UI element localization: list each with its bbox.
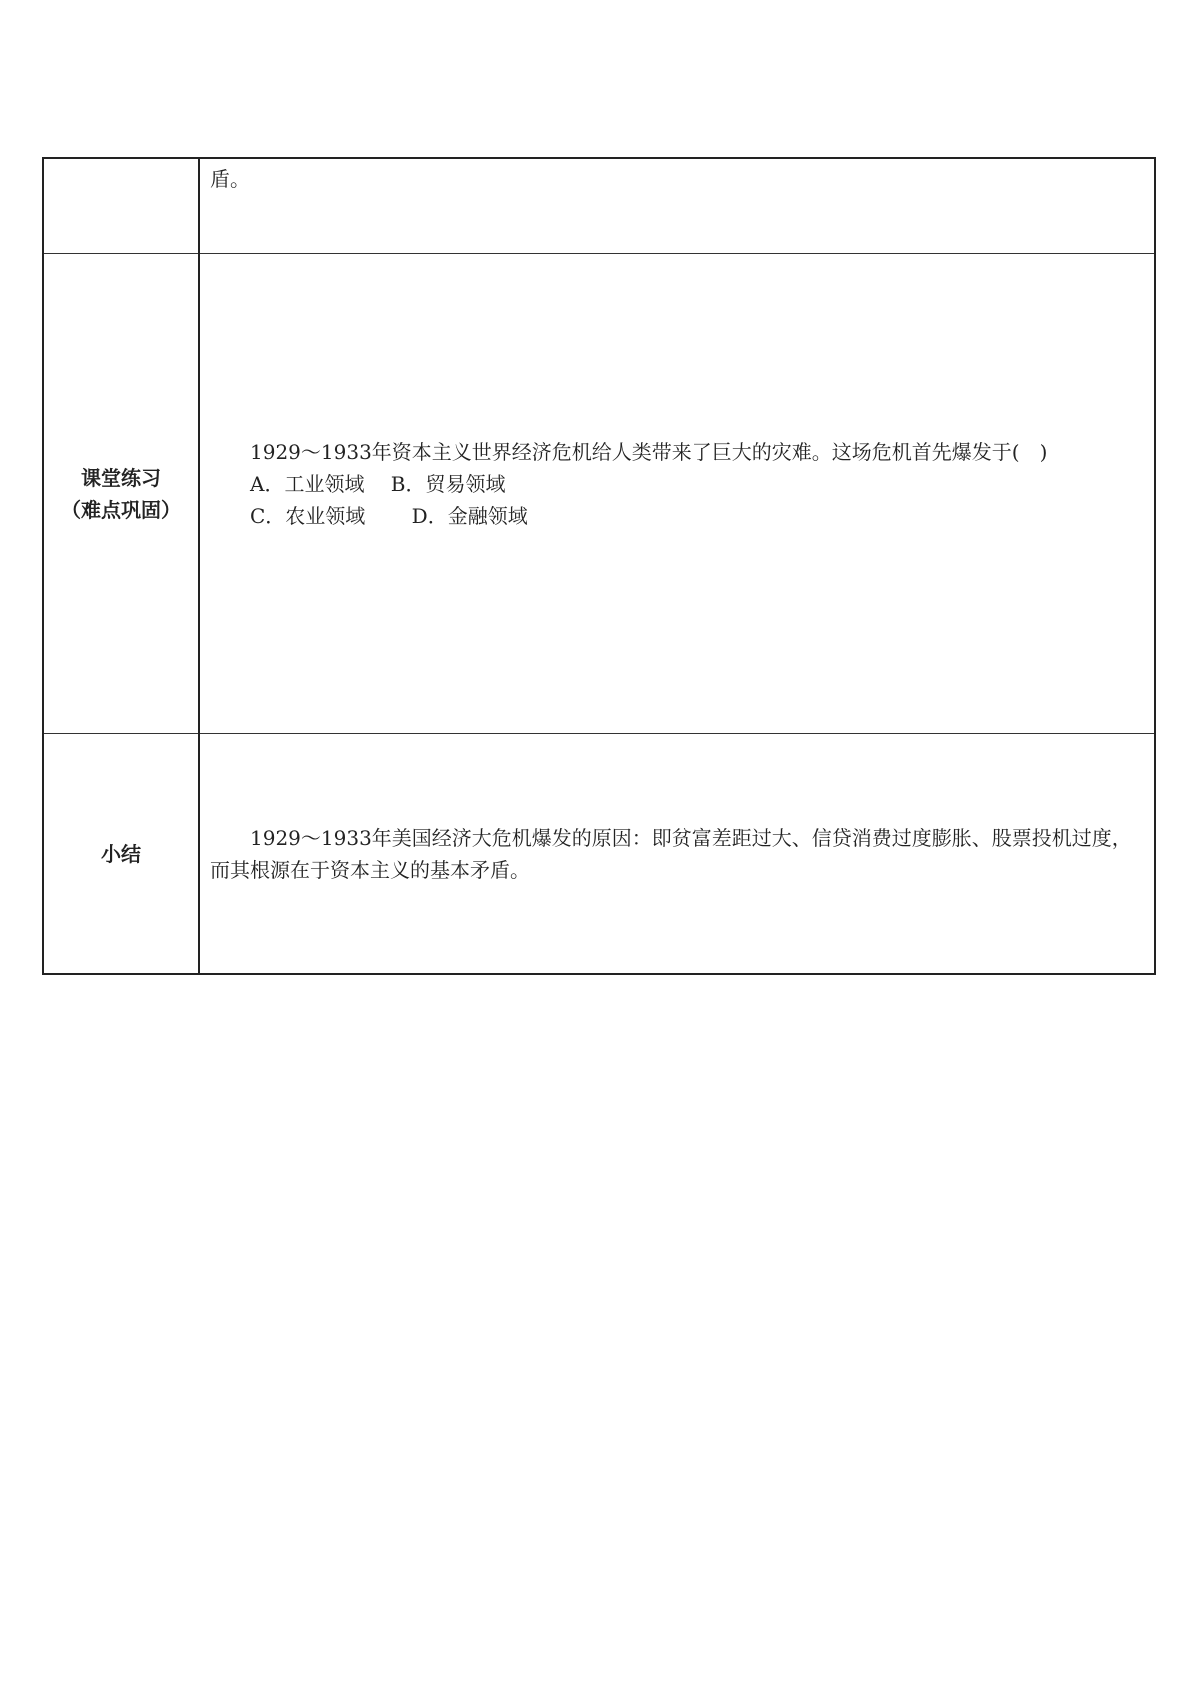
table-row bbox=[43, 254, 1155, 734]
table-row bbox=[43, 158, 1155, 254]
content-cell-summary bbox=[199, 734, 1155, 975]
options-line-1: A．工业领域 B．贸易领域 bbox=[250, 471, 506, 496]
row-label-summary: 小结 bbox=[101, 841, 141, 866]
continuation-text: 盾。 bbox=[210, 167, 250, 191]
options-line-2: C．农业领域 D．金融领域 bbox=[250, 503, 528, 528]
question-text: 1929～1933年资本主义世界经济危机给人类带来了巨大的灾难。这场危机首先爆发于( ) bbox=[250, 439, 1048, 464]
row-label-cell-empty bbox=[43, 158, 199, 254]
row-label-cell-practice bbox=[43, 254, 199, 734]
lesson-table bbox=[42, 157, 1156, 975]
row-label-practice: 课堂练习 bbox=[81, 465, 161, 490]
content-cell-continuation bbox=[199, 158, 1155, 254]
summary-text: 1929～1933年美国经济大危机爆发的原因：即贫富差距过大、信贷消费过度膨胀、股票投机过度，而其根源在于资本主义的基本矛盾。 bbox=[210, 825, 1132, 882]
row-label-cell-summary bbox=[43, 734, 199, 975]
table-row bbox=[43, 734, 1155, 975]
content-cell-practice bbox=[199, 254, 1155, 734]
row-label-practice-sub: （难点巩固） bbox=[61, 497, 181, 522]
